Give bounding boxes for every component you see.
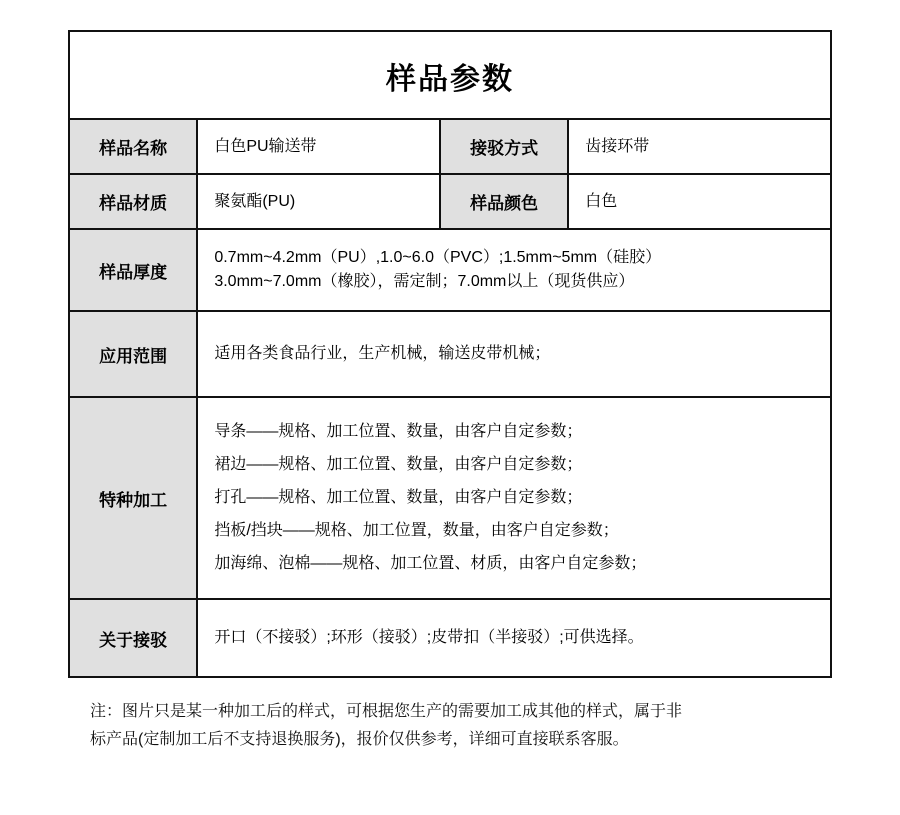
value-sample-name: 白色PU输送带 — [197, 119, 440, 174]
special-line-1: 导条——规格、加工位置、数量，由客户自定参数； — [214, 423, 583, 440]
value-about-joint: 开口（不接驳）;环形（接驳）;皮带扣（半接驳）;可供选择。 — [197, 599, 831, 677]
special-line-3: 打孔——规格、加工位置、数量，由客户自定参数； — [214, 489, 583, 506]
thickness-line-2: 3.0mm~7.0mm（橡胶），需定制；7.0mm以上（现货供应） — [214, 273, 635, 290]
special-line-2: 裙边——规格、加工位置、数量，由客户自定参数； — [214, 456, 583, 473]
value-sample-thickness — [197, 229, 831, 311]
sample-parameters-table — [68, 30, 832, 678]
label-sample-thickness: 样品厚度 — [69, 229, 197, 311]
special-line-4: 挡板/挡块——规格、加工位置，数量，由客户自定参数； — [214, 522, 619, 539]
table-row-application — [69, 311, 831, 397]
table-row-about-joint — [69, 599, 831, 677]
value-sample-material: 聚氨酯(PU) — [197, 174, 440, 229]
table-row-material — [69, 174, 831, 229]
value-special-processing — [197, 397, 831, 599]
table-row-special-processing — [69, 397, 831, 599]
table-row-title — [69, 31, 831, 119]
table-row-thickness — [69, 229, 831, 311]
special-line-5: 加海绵、泡棉——规格、加工位置、材质，由客户自定参数； — [214, 555, 647, 572]
label-sample-color: 样品颜色 — [440, 174, 568, 229]
footer-note-line-1: 注：图片只是某一种加工后的样式，可根据您生产的需要加工成其他的样式，属于非 — [90, 703, 683, 720]
label-sample-name: 样品名称 — [69, 119, 197, 174]
label-joint-type: 接驳方式 — [440, 119, 568, 174]
value-sample-color: 白色 — [568, 174, 831, 229]
label-application-range: 应用范围 — [69, 311, 197, 397]
footer-note-line-2: 标产品(定制加工后不支持退换服务)，报价仅供参考，详细可直接联系客服。 — [90, 731, 629, 748]
label-sample-material: 样品材质 — [69, 174, 197, 229]
label-special-processing: 特种加工 — [69, 397, 197, 599]
label-about-joint: 关于接驳 — [69, 599, 197, 677]
table-row-name — [69, 119, 831, 174]
footer-note — [68, 698, 832, 754]
value-joint-type: 齿接环带 — [568, 119, 831, 174]
page-title: 样品参数 — [69, 31, 831, 119]
thickness-line-1: 0.7mm~4.2mm（PU）,1.0~6.0（PVC）;1.5mm~5mm（硅胶） — [214, 249, 662, 266]
value-application-range: 适用各类食品行业，生产机械，输送皮带机械； — [197, 311, 831, 397]
